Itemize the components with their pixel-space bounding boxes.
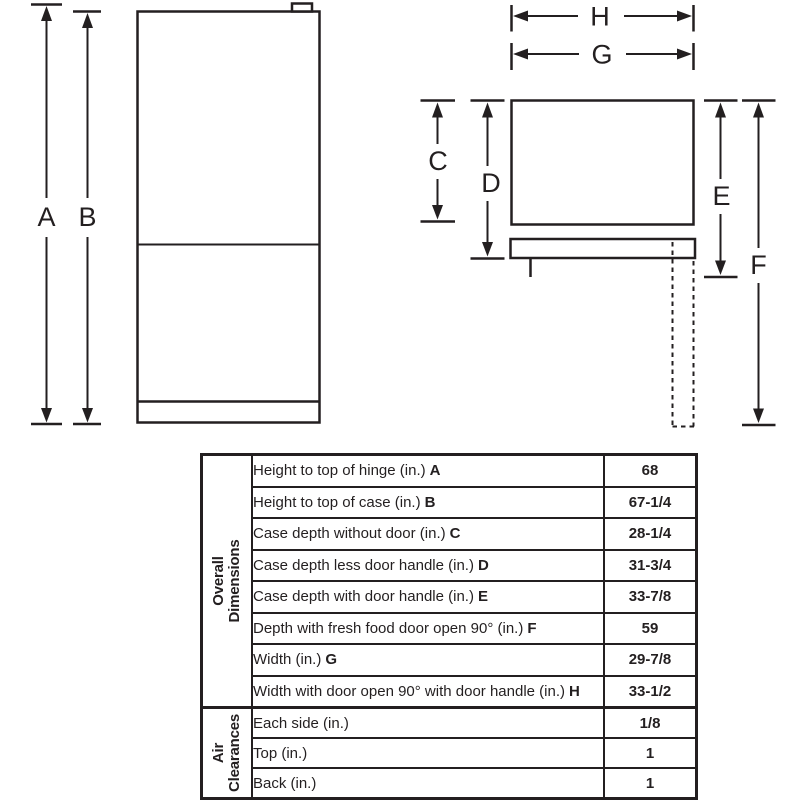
dimension-d-label: D — [481, 168, 501, 198]
row-label: Each side (in.) — [253, 714, 349, 732]
row-label: Width (in.) — [253, 651, 322, 669]
dimensions-spec-table — [200, 453, 698, 800]
plan-view-case-outline — [512, 101, 694, 225]
row-dimension-key: F — [527, 619, 537, 637]
dimension-d-arrow — [471, 101, 505, 259]
row-dimension-key: D — [477, 556, 489, 574]
group-label-line: Overall — [210, 556, 227, 606]
dimension-g-label: G — [591, 39, 613, 70]
row-label: Depth with fresh food door open 90° (in.) — [253, 619, 524, 637]
row-value: 33-1/2 — [604, 676, 697, 708]
table-row — [202, 487, 697, 519]
table-row — [202, 550, 697, 582]
dimension-f-arrow — [742, 101, 776, 426]
plan-view-open-door-dashed-outline — [673, 242, 695, 427]
table-row — [202, 518, 697, 550]
row-value: 31-3/4 — [604, 550, 697, 582]
table-row — [202, 613, 697, 645]
row-label: Case depth less door handle (in.) — [253, 556, 474, 574]
group-label-line: Clearances — [226, 713, 243, 793]
group-label-line: Dimensions — [226, 539, 243, 623]
dimension-e-label: E — [712, 181, 731, 211]
row-label: Top (in.) — [253, 744, 308, 762]
row-dimension-key: C — [449, 525, 461, 543]
row-label: Case depth with door handle (in.) — [253, 588, 474, 606]
row-value: 68 — [604, 455, 697, 487]
dimension-a-label: A — [37, 202, 56, 232]
dimension-f-label: F — [750, 250, 767, 280]
dimension-b-arrow — [73, 12, 101, 425]
plan-view-door — [511, 239, 696, 258]
table-row — [202, 581, 697, 613]
group-label-line: Air — [210, 742, 227, 764]
row-label: Back (in.) — [253, 774, 317, 792]
table-row — [202, 644, 697, 676]
table-row — [202, 708, 697, 739]
row-value: 33-7/8 — [604, 581, 697, 613]
front-view-hinge — [292, 4, 312, 12]
row-label: Height to top of hinge (in.) — [253, 462, 426, 480]
row-value: 28-1/4 — [604, 518, 697, 550]
group-header-air-clearances — [202, 708, 253, 799]
dimension-c-arrow — [421, 101, 456, 222]
dimension-h-arrow — [512, 2, 694, 32]
group-header-overall-dimensions — [202, 455, 253, 708]
row-value: 1 — [604, 738, 697, 768]
dimension-b-label: B — [78, 202, 97, 232]
dimension-e-arrow — [704, 101, 738, 278]
row-label: Height to top of case (in.) — [253, 493, 421, 511]
dimension-g-arrow — [512, 40, 694, 71]
dimension-h-label: H — [590, 1, 610, 32]
row-value: 1/8 — [604, 708, 697, 739]
dimension-c-label: C — [428, 146, 448, 176]
row-dimension-key: E — [477, 588, 488, 606]
front-view-case-outline — [138, 12, 320, 423]
row-value: 29-7/8 — [604, 644, 697, 676]
row-label: Case depth without door (in.) — [253, 525, 446, 543]
row-dimension-key: A — [429, 462, 441, 480]
plan-view — [511, 101, 696, 427]
dimension-a-arrow — [31, 5, 62, 425]
row-dimension-key: H — [569, 682, 580, 700]
row-dimension-key: B — [424, 493, 436, 511]
row-value: 67-1/4 — [604, 487, 697, 519]
front-view — [138, 4, 320, 423]
row-label: Width with door open 90° with door handle (in.) — [253, 682, 566, 700]
row-value: 1 — [604, 768, 697, 799]
row-value: 59 — [604, 613, 697, 645]
table-row — [202, 768, 697, 799]
row-dimension-key: G — [325, 651, 338, 669]
table-row — [202, 455, 697, 487]
table-row — [202, 676, 697, 708]
table-row — [202, 738, 697, 768]
